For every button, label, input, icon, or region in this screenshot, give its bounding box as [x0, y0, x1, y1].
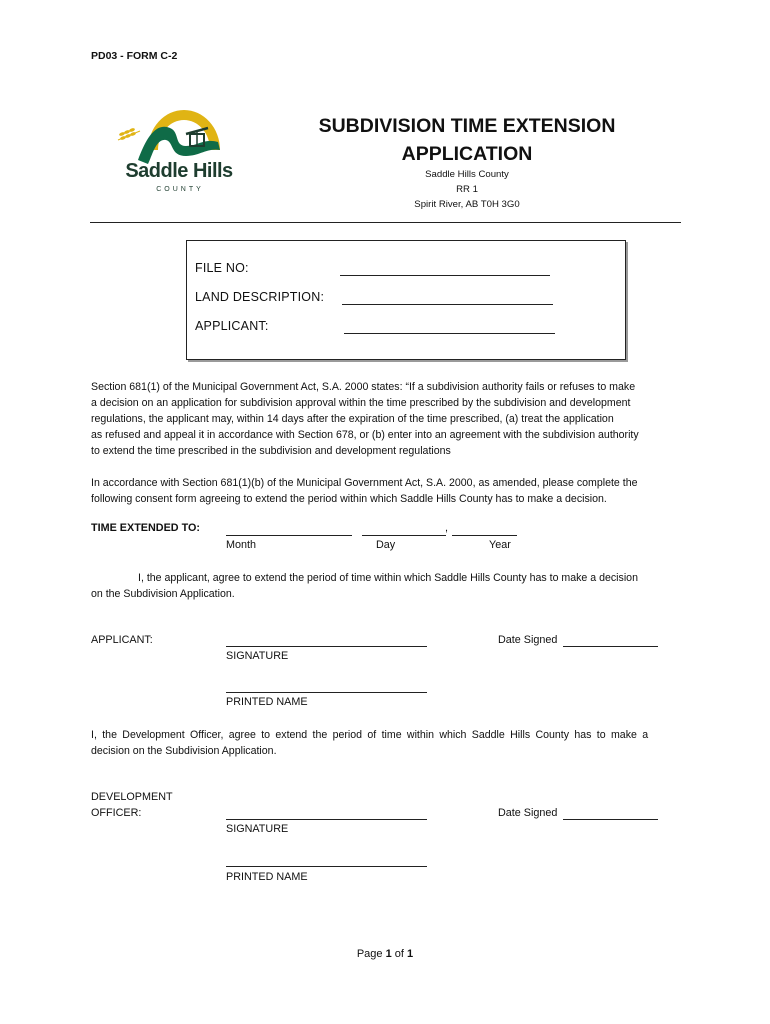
of-word: of — [394, 948, 404, 960]
form-title-line2: APPLICATION — [401, 143, 533, 165]
officer-consent-paragraph — [91, 727, 683, 759]
officer-date-signed-label: Date Signed — [498, 807, 558, 819]
file-no-field[interactable] — [340, 275, 550, 276]
month-caption: Month — [226, 539, 257, 551]
paragraph-line: In accordance with Section 681(1)(b) of the Municipal Government Act, S.A. 2000, as amended, please complete the — [91, 477, 638, 489]
section-681-paragraph — [91, 379, 683, 459]
logo-text: Saddle Hills — [125, 160, 233, 182]
address-line2: RR 1 — [456, 184, 478, 195]
saddle-hills-county-logo — [108, 98, 236, 202]
paragraph-line: a decision on an application for subdivision approval within the time prescribed by the subdivision and development — [91, 397, 631, 409]
officer-printed-name-field[interactable] — [226, 866, 427, 867]
form-title-line1: SUBDIVISION TIME EXTENSION — [318, 115, 616, 137]
land-description-field[interactable] — [342, 304, 553, 305]
paragraph-line: following consent form agreeing to extend the period within which Saddle Hills County has to make a decision. — [91, 493, 607, 505]
development-officer-label-line1: DEVELOPMENT — [91, 791, 173, 803]
applicant-signature-field[interactable] — [226, 646, 427, 647]
officer-printed-name-caption: PRINTED NAME — [226, 871, 308, 883]
page-word: Page — [356, 948, 383, 960]
paragraph-line: on the Subdivision Application. — [91, 588, 235, 600]
date-comma: , — [445, 522, 448, 534]
applicant-box-label: APPLICANT: — [195, 319, 269, 333]
paragraph-line: regulations, the applicant may, within 14 days after the expiration of the time prescribed, (a) treat the application — [91, 413, 614, 425]
applicant-date-signed-field[interactable] — [563, 646, 658, 647]
applicant-box-field[interactable] — [344, 333, 555, 334]
file-no-label: FILE NO: — [195, 261, 249, 275]
paragraph-line: as refused and appeal it in accordance with Section 678, or (b) enter into an agreement with the subdivision authority — [91, 429, 639, 441]
officer-signature-field[interactable] — [226, 819, 427, 820]
paragraph-line: Section 681(1) of the Municipal Government Act, S.A. 2000 states: “If a subdivision authority fails or refuses to make — [91, 381, 636, 393]
paragraph-line: decision on the Subdivision Application. — [91, 745, 277, 757]
applicant-printed-name-field[interactable] — [226, 692, 427, 693]
applicant-date-signed-label: Date Signed — [498, 634, 558, 646]
accordance-paragraph — [91, 475, 683, 507]
time-extended-label: TIME EXTENDED TO: — [91, 522, 200, 534]
applicant-consent-paragraph — [91, 570, 683, 602]
officer-date-signed-field[interactable] — [563, 819, 658, 820]
year-field[interactable] — [452, 535, 517, 536]
page-number — [0, 948, 770, 960]
day-field[interactable] — [362, 535, 446, 536]
form-id: PD03 - FORM C-2 — [91, 50, 178, 62]
page-total: 1 — [407, 948, 414, 960]
paragraph-line: I, the Development Officer, agree to extend the period of time within which Saddle Hills County has to make a — [91, 729, 649, 741]
development-officer-label-line2: OFFICER: — [91, 807, 142, 819]
applicant-label: APPLICANT: — [91, 634, 153, 646]
year-caption: Year — [489, 539, 511, 551]
header-divider — [90, 222, 681, 223]
applicant-printed-name-caption: PRINTED NAME — [226, 696, 308, 708]
paragraph-line: I, the applicant, agree to extend the period of time within which Saddle Hills County has to make a decision — [138, 572, 638, 584]
logo-subtext: COUNTY — [156, 186, 204, 193]
land-description-label: LAND DESCRIPTION: — [195, 290, 325, 304]
month-field[interactable] — [226, 535, 352, 536]
officer-signature-caption: SIGNATURE — [226, 823, 289, 835]
address-line1: Saddle Hills County — [425, 169, 509, 180]
address-line3: Spirit River, AB T0H 3G0 — [414, 199, 520, 210]
paragraph-line: to extend the time prescribed in the subdivision and development regulations — [91, 445, 451, 457]
page-current: 1 — [385, 948, 392, 960]
day-caption: Day — [376, 539, 396, 551]
applicant-signature-caption: SIGNATURE — [226, 650, 289, 662]
